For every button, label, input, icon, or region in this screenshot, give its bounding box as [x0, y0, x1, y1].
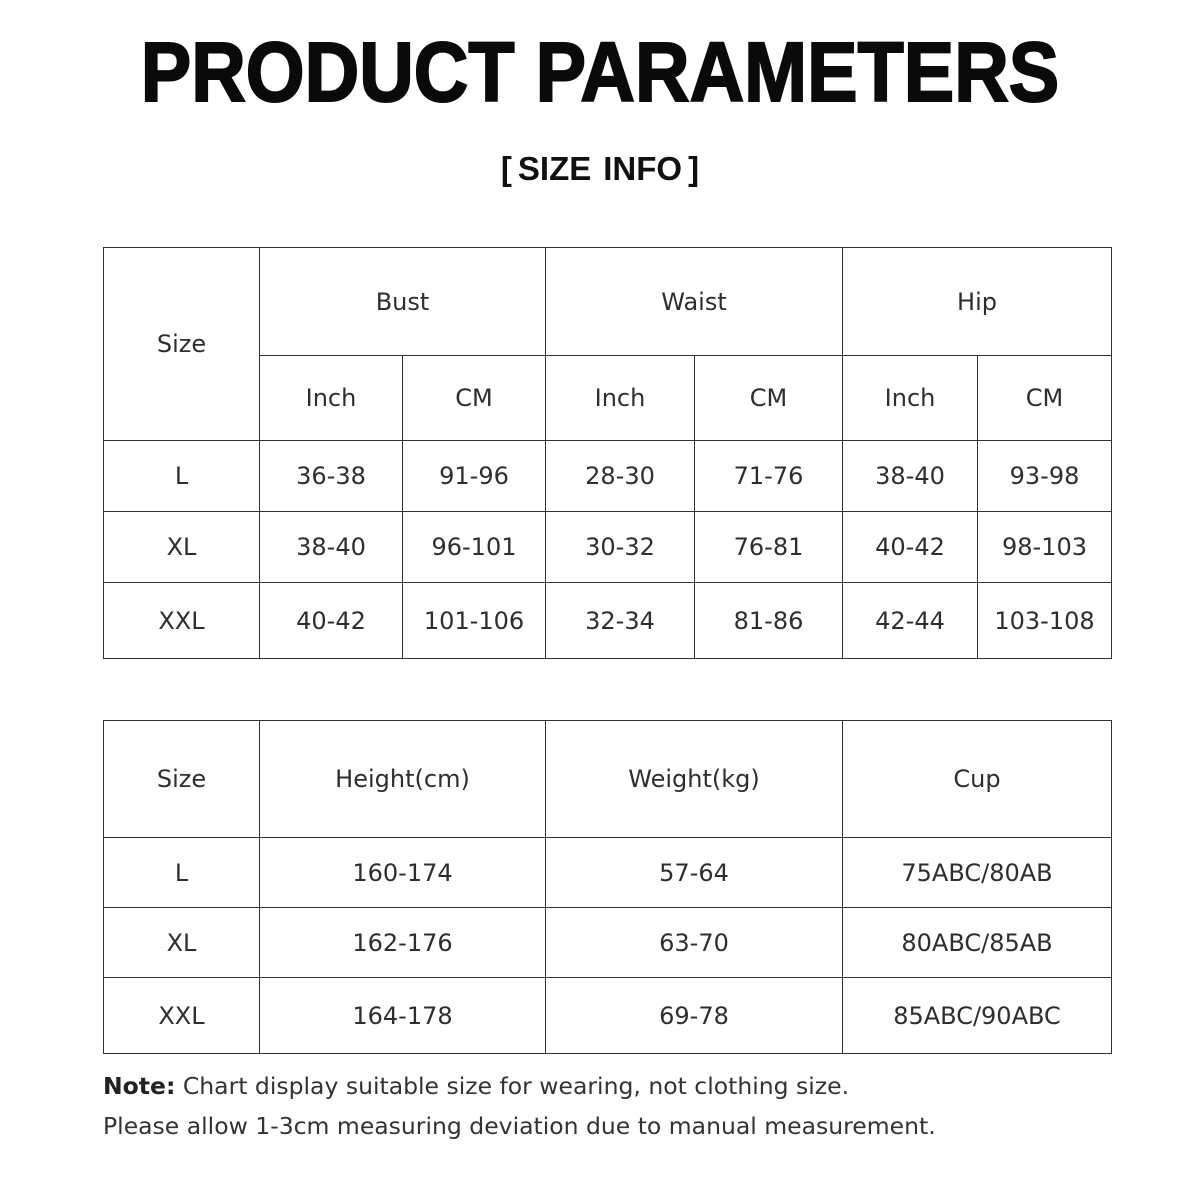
fit-table	[103, 720, 1112, 1054]
table-cell: 38-40	[843, 441, 978, 512]
bust-header: Bust	[260, 248, 546, 356]
size-cell: XXL	[104, 978, 260, 1054]
unit-header: Inch	[260, 356, 403, 441]
table-cell: 63-70	[546, 908, 843, 978]
table-row	[104, 838, 1112, 908]
size-cell: L	[104, 441, 260, 512]
table-cell: 85ABC/90ABC	[843, 978, 1112, 1054]
size-header: Size	[104, 721, 260, 838]
unit-header: Inch	[843, 356, 978, 441]
unit-header: CM	[403, 356, 546, 441]
table-cell: 36-38	[260, 441, 403, 512]
table-cell: 93-98	[978, 441, 1112, 512]
table-cell: 103-108	[978, 583, 1112, 659]
size-cell: XXL	[104, 583, 260, 659]
table-cell: 98-103	[978, 512, 1112, 583]
group-header-row	[104, 248, 1112, 356]
note-line-2: Please allow 1-3cm measuring deviation due to manual measurement.	[103, 1112, 936, 1140]
hip-header: Hip	[843, 248, 1112, 356]
table-cell: 101-106	[403, 583, 546, 659]
subtitle-word-size: SIZE	[517, 150, 592, 187]
table-row	[104, 978, 1112, 1054]
measurement-table	[103, 247, 1112, 659]
table-row	[104, 583, 1112, 659]
table-cell: 91-96	[403, 441, 546, 512]
table-cell: 40-42	[260, 583, 403, 659]
fit-header-row	[104, 721, 1112, 838]
table-cell: 80ABC/85AB	[843, 908, 1112, 978]
table-cell: 40-42	[843, 512, 978, 583]
unit-header: Inch	[546, 356, 695, 441]
unit-header: CM	[695, 356, 843, 441]
note	[103, 1066, 1103, 1146]
table-cell: 28-30	[546, 441, 695, 512]
table-cell: 75ABC/80AB	[843, 838, 1112, 908]
section-subtitle	[0, 147, 1200, 191]
size-cell: XL	[104, 512, 260, 583]
subtitle-bracket-close: ]	[688, 150, 700, 187]
note-label: Note:	[103, 1072, 176, 1100]
subtitle-bracket-open: [	[500, 150, 512, 187]
waist-header: Waist	[546, 248, 843, 356]
size-cell: L	[104, 838, 260, 908]
cup-header: Cup	[843, 721, 1112, 838]
table-cell: 30-32	[546, 512, 695, 583]
table-cell: 81-86	[695, 583, 843, 659]
page-title: PRODUCT PARAMETERS	[140, 25, 1060, 119]
unit-header: CM	[978, 356, 1112, 441]
subtitle-word-info: INFO	[603, 150, 683, 187]
table-cell: 96-101	[403, 512, 546, 583]
table-cell: 164-178	[260, 978, 546, 1054]
table-cell: 76-81	[695, 512, 843, 583]
note-line-1	[103, 1066, 1103, 1106]
size-cell: XL	[104, 908, 260, 978]
table-cell: 38-40	[260, 512, 403, 583]
note-text-1: Chart display suitable size for wearing, not clothing size.	[175, 1072, 850, 1100]
table-row	[104, 512, 1112, 583]
size-header: Size	[104, 248, 260, 441]
table-row	[104, 908, 1112, 978]
table-cell: 57-64	[546, 838, 843, 908]
table-cell: 71-76	[695, 441, 843, 512]
table-cell: 69-78	[546, 978, 843, 1054]
table-cell: 32-34	[546, 583, 695, 659]
height-header: Height(cm)	[260, 721, 546, 838]
table-cell: 160-174	[260, 838, 546, 908]
table-cell: 42-44	[843, 583, 978, 659]
table-row	[104, 441, 1112, 512]
table-cell: 162-176	[260, 908, 546, 978]
weight-header: Weight(kg)	[546, 721, 843, 838]
